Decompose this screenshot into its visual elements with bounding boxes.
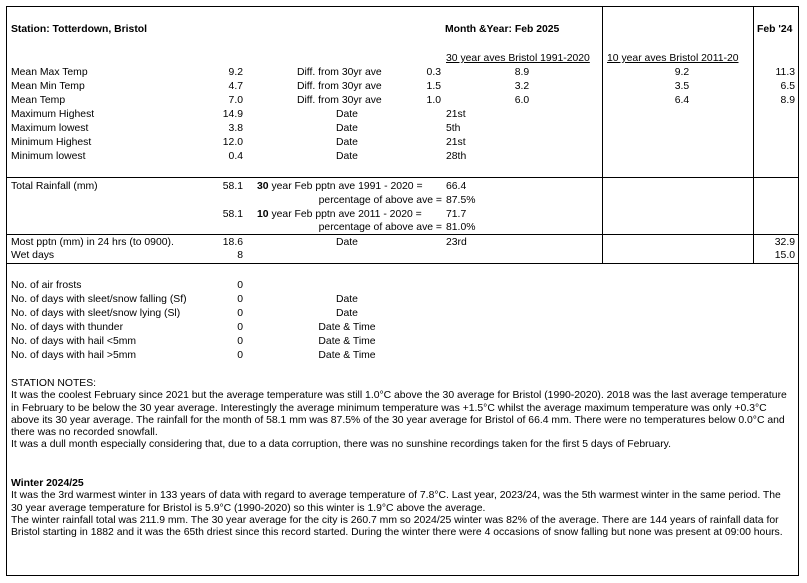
ave30-value: 3.2 xyxy=(514,81,530,92)
extreme-value: 3.8 xyxy=(228,123,243,134)
winter-paragraph: It was the 3rd warmest winter in 133 years of data with regard to average temperature of 7.8°C. Last year, 2023/24, was the 5th warmest winter in the same period. The 30 year average temperature for Bristol is 5.9°C (1990-2020) so this winter is 1.9°C above the average. xyxy=(11,490,781,514)
pct10-value: 81.0% xyxy=(446,222,476,233)
diff-label: Diff. from 30yr ave xyxy=(297,81,382,92)
ave10-value: 3.5 xyxy=(674,81,690,92)
temp-value: 9.2 xyxy=(228,67,243,78)
divider-v2 xyxy=(753,7,754,263)
count-value: 0 xyxy=(237,294,243,305)
prev-year-title: Feb '24 xyxy=(757,24,793,35)
divider-h1 xyxy=(7,177,798,178)
count-label: No. of air frosts xyxy=(11,280,82,291)
count-label: No. of days with sleet/snow lying (Sl) xyxy=(11,308,181,319)
rainfall-ave10-value: 71.7 xyxy=(446,209,467,220)
most-pptn-date: 23rd xyxy=(446,237,467,248)
ave10-header: 10 year aves Bristol 2011-20 xyxy=(607,53,739,64)
wet-days-prev: 15.0 xyxy=(774,250,795,261)
count-extra: Date & Time xyxy=(318,350,376,361)
notes-paragraph: It was the coolest February since 2021 but the average temperature was still 1.0°C above the 30 average for Bristol (1990-2020). 2018 was the last average temperature in February to be below the 30 year average. Interestingly the average minimum temperature was +1.5°C whilst the average maximum temperature was only +0.3°C above its 30 year average. The rainfall for the month of 58.1 mm was 87.5% of the 30 year average for Bristol of 66.4 mm. There were no temperatures below 0.0°C and there was no recorded snowfall. xyxy=(11,390,787,439)
ave10-value: 9.2 xyxy=(674,67,690,78)
count-value: 0 xyxy=(237,350,243,361)
prev-value: 6.5 xyxy=(780,81,795,92)
count-extra: Date xyxy=(336,308,358,319)
diff-value: 0.3 xyxy=(426,67,441,78)
rainfall-ave30-value: 66.4 xyxy=(446,181,467,192)
diff-label: Diff. from 30yr ave xyxy=(297,95,382,106)
extreme-label: Maximum Highest xyxy=(11,109,95,120)
count-label: No. of days with thunder xyxy=(11,322,124,333)
station-title: Station: Totterdown, Bristol xyxy=(11,24,148,35)
temp-label: Mean Max Temp xyxy=(11,67,88,78)
station-notes xyxy=(11,378,791,452)
divider-h3 xyxy=(7,263,798,264)
rainfall-value-2: 58.1 xyxy=(222,209,243,220)
extreme-date: 21st xyxy=(446,109,466,120)
prev-value: 11.3 xyxy=(775,67,795,78)
wet-days-value: 8 xyxy=(237,250,243,261)
extreme-label: Minimum Highest xyxy=(11,137,92,148)
pct30-value: 87.5% xyxy=(446,195,476,206)
extreme-date: 28th xyxy=(446,151,467,162)
rainfall-ave30-text: 30 year Feb pptn ave 1991 - 2020 = xyxy=(257,181,423,192)
rainfall-ave10-text: 10 year Feb pptn ave 2011 - 2020 = xyxy=(257,209,422,220)
count-extra: Date xyxy=(336,294,358,305)
wet-days-label: Wet days xyxy=(11,250,55,261)
ave30-value: 6.0 xyxy=(514,95,530,106)
most-pptn-value: 18.6 xyxy=(222,237,243,248)
most-pptn-label: Most pptn (mm) in 24 hrs (to 0900). xyxy=(11,237,174,248)
ave30-header: 30 year aves Bristol 1991-2020 xyxy=(446,53,590,64)
temp-label: Mean Temp xyxy=(11,95,66,106)
count-value: 0 xyxy=(237,280,243,291)
extreme-value: 14.9 xyxy=(222,109,243,120)
rainfall-label: Total Rainfall (mm) xyxy=(11,181,98,192)
diff-value: 1.0 xyxy=(426,95,441,106)
extreme-date: 5th xyxy=(446,123,461,134)
temp-value: 4.7 xyxy=(228,81,243,92)
count-extra: Date & Time xyxy=(318,336,376,347)
diff-label: Diff. from 30yr ave xyxy=(297,67,382,78)
winter-paragraph: The winter rainfall total was 211.9 mm. The 30 year average for the city is 260.7 mm so 2024/25 winter was 82% of the average. There are 144 years of rainfall data for Bristol starting in 1882 and it was the 65th driest since this record started. During the winter there were 4 occasions of snow falling but none was present at 09:00 hours. xyxy=(11,514,783,539)
divider-h2 xyxy=(7,234,798,235)
extreme-date: 21st xyxy=(446,137,466,148)
extreme-label: Maximum lowest xyxy=(11,123,89,134)
winter-notes xyxy=(11,478,791,539)
extreme-value: 12.0 xyxy=(222,137,243,148)
ave30-value: 8.9 xyxy=(514,67,530,78)
extreme-value: 0.4 xyxy=(228,151,243,162)
pct10-label: percentage of above ave = xyxy=(318,222,442,233)
most-pptn-prev: 32.9 xyxy=(774,237,795,248)
count-label: No. of days with hail >5mm xyxy=(11,350,137,361)
notes-paragraph: It was a dull month especially considering that, due to a data corruption, there was no sunshine recordings taken for the first 5 days of February. xyxy=(11,439,671,451)
extreme-label: Minimum lowest xyxy=(11,151,86,162)
month-year-title: Month &Year: Feb 2025 xyxy=(445,24,560,35)
date-label: Date xyxy=(336,123,358,134)
temp-label: Mean Min Temp xyxy=(11,81,85,92)
pct30-label: percentage of above ave = xyxy=(318,195,442,206)
count-extra: Date & Time xyxy=(318,322,376,333)
date-label: Date xyxy=(336,137,358,148)
count-value: 0 xyxy=(237,336,243,347)
diff-value: 1.5 xyxy=(426,81,441,92)
rainfall-value: 58.1 xyxy=(222,181,243,192)
count-label: No. of days with sleet/snow falling (Sf) xyxy=(11,294,187,305)
count-value: 0 xyxy=(237,308,243,319)
winter-heading: Winter 2024/25 xyxy=(11,478,84,489)
date-label: Date xyxy=(336,151,358,162)
temp-value: 7.0 xyxy=(228,95,243,106)
divider-v1 xyxy=(602,7,603,263)
count-value: 0 xyxy=(237,322,243,333)
most-pptn-date-label: Date xyxy=(336,237,358,248)
date-label: Date xyxy=(336,109,358,120)
ave10-value: 6.4 xyxy=(674,95,690,106)
notes-heading: STATION NOTES: xyxy=(11,378,97,389)
count-label: No. of days with hail <5mm xyxy=(11,336,137,347)
prev-value: 8.9 xyxy=(780,95,795,106)
weather-report-sheet xyxy=(6,6,799,576)
